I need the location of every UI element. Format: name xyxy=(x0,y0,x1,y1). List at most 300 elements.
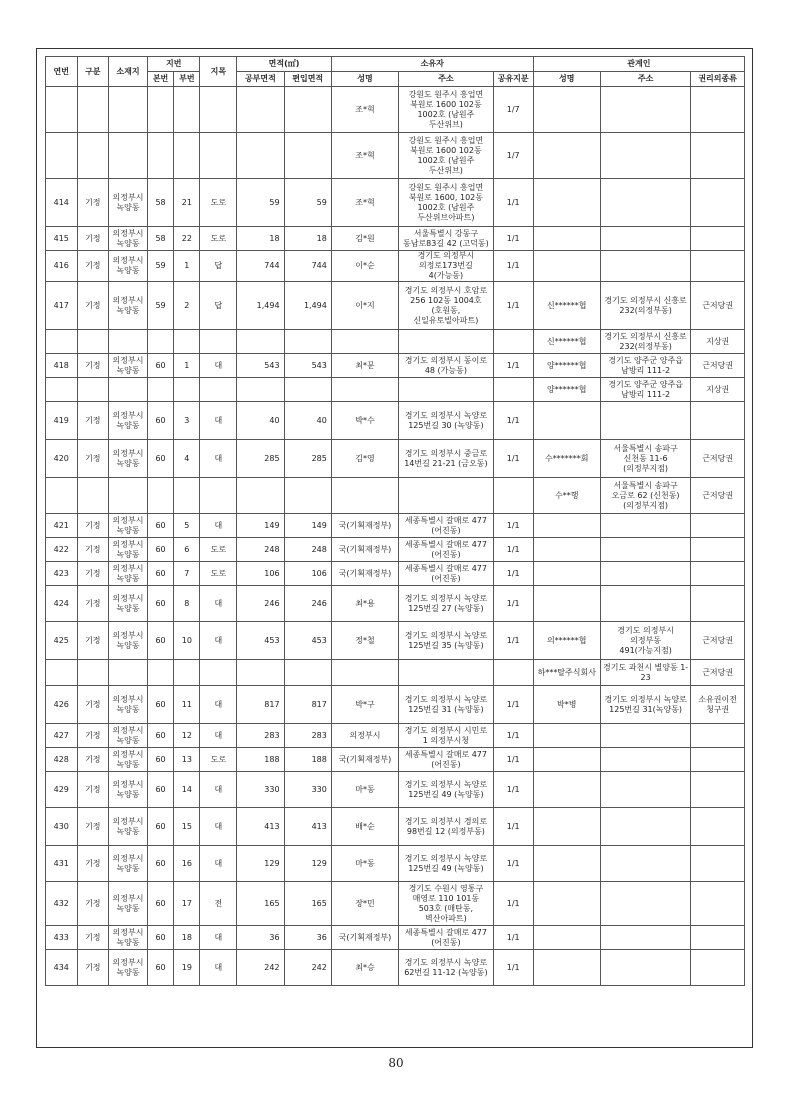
table-row xyxy=(46,514,745,538)
row-jimok: 대 xyxy=(200,772,237,808)
row-right-type xyxy=(691,950,745,986)
row-bonbeon: 60 xyxy=(147,354,173,378)
row-bonbeon: 60 xyxy=(147,586,173,622)
row-location: 의정부시 녹양동 xyxy=(109,538,148,562)
row-related-address xyxy=(600,586,690,622)
row-bubeon: 21 xyxy=(174,179,200,227)
row-right-type: 근저당권 xyxy=(691,282,745,330)
row-location: 의정부시 녹양동 xyxy=(109,514,148,538)
row-bonbeon: 60 xyxy=(147,440,173,478)
row-owner-name: 국(기획재정부) xyxy=(331,562,398,586)
row-related-address xyxy=(600,179,690,227)
row-gongbu-area: 817 xyxy=(237,686,284,724)
row-right-type xyxy=(691,586,745,622)
row-number: 417 xyxy=(46,282,78,330)
row-related-name xyxy=(533,748,600,772)
row-pyeonip-area: 188 xyxy=(284,748,331,772)
row-right-type: 근저당권 xyxy=(691,478,745,514)
row-number: 426 xyxy=(46,686,78,724)
row-gongbu-area: 413 xyxy=(237,808,284,846)
row-share: 1/1 xyxy=(493,926,533,950)
row-related-address xyxy=(600,882,690,926)
row-right-type xyxy=(691,724,745,748)
row-pyeonip-area: 40 xyxy=(284,402,331,440)
row-jimok: 대 xyxy=(200,514,237,538)
row-related-name xyxy=(533,772,600,808)
row-pyeonip-area: 149 xyxy=(284,514,331,538)
row-location xyxy=(109,330,148,354)
row-pyeonip-area: 543 xyxy=(284,354,331,378)
row-owner-name: 조*혁 xyxy=(331,179,398,227)
land-owner-table xyxy=(45,56,745,986)
col-header-share: 공유지분 xyxy=(493,72,533,87)
row-owner-name: 마*동 xyxy=(331,846,398,882)
row-share: 1/1 xyxy=(493,514,533,538)
row-share: 1/1 xyxy=(493,748,533,772)
row-owner-name xyxy=(331,330,398,354)
row-share: 1/1 xyxy=(493,950,533,986)
row-gubun: 기정 xyxy=(77,179,109,227)
row-related-name xyxy=(533,87,600,133)
row-owner-name xyxy=(331,378,398,402)
row-bubeon: 10 xyxy=(174,622,200,660)
row-right-type xyxy=(691,882,745,926)
row-jimok: 대 xyxy=(200,354,237,378)
table-row xyxy=(46,586,745,622)
row-location: 의정부시 녹양동 xyxy=(109,686,148,724)
row-related-name: 수**행 xyxy=(533,478,600,514)
table-row xyxy=(46,926,745,950)
row-gongbu-area: 149 xyxy=(237,514,284,538)
table-row xyxy=(46,808,745,846)
row-gubun: 기정 xyxy=(77,402,109,440)
row-owner-address: 경기도 수원시 영통구 매영로 110 101동 503호 (매탄동,벽산아파트) xyxy=(399,882,494,926)
row-jimok: 대 xyxy=(200,950,237,986)
col-header-related-address: 주소 xyxy=(600,72,690,87)
row-right-type xyxy=(691,227,745,251)
row-bubeon: 8 xyxy=(174,586,200,622)
row-gongbu-area: 744 xyxy=(237,251,284,282)
row-share: 1/1 xyxy=(493,846,533,882)
row-pyeonip-area xyxy=(284,378,331,402)
row-number xyxy=(46,478,78,514)
row-number: 425 xyxy=(46,622,78,660)
row-owner-name: 최*용 xyxy=(331,586,398,622)
row-bonbeon: 60 xyxy=(147,622,173,660)
row-gubun: 기정 xyxy=(77,227,109,251)
row-related-name xyxy=(533,882,600,926)
row-gongbu-area: 330 xyxy=(237,772,284,808)
row-owner-name: 이*지 xyxy=(331,282,398,330)
row-related-address: 경기도 의정부시 녹양로 125번길 31(녹양동) xyxy=(600,686,690,724)
row-related-name: 의******협 xyxy=(533,622,600,660)
row-share: 1/1 xyxy=(493,538,533,562)
row-bubeon: 7 xyxy=(174,562,200,586)
row-owner-name: 국(기획재정부) xyxy=(331,748,398,772)
row-number: 427 xyxy=(46,724,78,748)
row-location xyxy=(109,133,148,179)
row-owner-address xyxy=(399,478,494,514)
row-right-type: 지상권 xyxy=(691,378,745,402)
col-header-jibeon: 지번 xyxy=(147,57,200,72)
row-bonbeon xyxy=(147,478,173,514)
table-row xyxy=(46,622,745,660)
row-jimok: 대 xyxy=(200,686,237,724)
row-right-type xyxy=(691,87,745,133)
row-owner-address: 강원도 원주시 흥업면 북원로 1600, 102동 1002호 (남원주 두산위브아파트) xyxy=(399,179,494,227)
col-header-owner-address: 주소 xyxy=(399,72,494,87)
row-gubun: 기정 xyxy=(77,440,109,478)
table-row xyxy=(46,227,745,251)
row-bubeon: 14 xyxy=(174,772,200,808)
col-header-area: 면적(㎡) xyxy=(237,57,332,72)
row-gongbu-area xyxy=(237,478,284,514)
row-related-address: 경기도 과천시 별양동 1-23 xyxy=(600,660,690,686)
table-row xyxy=(46,950,745,986)
row-bubeon: 2 xyxy=(174,282,200,330)
row-owner-name: 최*문 xyxy=(331,354,398,378)
row-pyeonip-area: 242 xyxy=(284,950,331,986)
row-related-address xyxy=(600,772,690,808)
row-bubeon xyxy=(174,133,200,179)
row-gongbu-area xyxy=(237,330,284,354)
table-row xyxy=(46,87,745,133)
row-jimok: 답 xyxy=(200,282,237,330)
row-share xyxy=(493,378,533,402)
row-related-name xyxy=(533,251,600,282)
row-owner-address: 강원도 원주시 흥업면 북원로 1600 102동 1002호 (남원주 두산위브) xyxy=(399,87,494,133)
row-owner-name: 국(기획재정부) xyxy=(331,926,398,950)
row-number xyxy=(46,330,78,354)
row-owner-name: 조*혁 xyxy=(331,133,398,179)
row-number xyxy=(46,378,78,402)
row-bonbeon: 60 xyxy=(147,402,173,440)
row-gubun: 기정 xyxy=(77,251,109,282)
row-gongbu-area: 188 xyxy=(237,748,284,772)
row-related-address: 경기도 양주군 양주읍 남방리 111-2 xyxy=(600,378,690,402)
table-row xyxy=(46,179,745,227)
row-location: 의정부시 녹양동 xyxy=(109,622,148,660)
row-owner-name: 장*민 xyxy=(331,882,398,926)
row-share: 1/1 xyxy=(493,724,533,748)
row-owner-name: 이*순 xyxy=(331,251,398,282)
row-related-name: 신******협 xyxy=(533,282,600,330)
row-jimok: 대 xyxy=(200,440,237,478)
row-right-type xyxy=(691,846,745,882)
row-jimok xyxy=(200,133,237,179)
row-related-address: 경기도 의정부시 신흥로 232(의정부동) xyxy=(600,282,690,330)
row-pyeonip-area: 1,494 xyxy=(284,282,331,330)
row-gongbu-area xyxy=(237,133,284,179)
row-pyeonip-area: 129 xyxy=(284,846,331,882)
row-gubun: 기정 xyxy=(77,748,109,772)
row-right-type: 근저당권 xyxy=(691,622,745,660)
row-number: 415 xyxy=(46,227,78,251)
row-right-type xyxy=(691,251,745,282)
row-right-type xyxy=(691,926,745,950)
row-owner-name: 김*영 xyxy=(331,440,398,478)
row-bonbeon: 60 xyxy=(147,772,173,808)
row-pyeonip-area: 453 xyxy=(284,622,331,660)
row-related-name xyxy=(533,538,600,562)
row-owner-address: 경기도 의정부시 녹양로 125번길 49 (녹양동) xyxy=(399,772,494,808)
col-header-pyeonip-area: 편입면적 xyxy=(284,72,331,87)
row-right-type xyxy=(691,402,745,440)
table-row xyxy=(46,882,745,926)
row-owner-address: 세종특별시 갈매로 477 (어진동) xyxy=(399,514,494,538)
row-jimok: 도로 xyxy=(200,227,237,251)
row-number: 423 xyxy=(46,562,78,586)
row-owner-name xyxy=(331,478,398,514)
table-row xyxy=(46,660,745,686)
row-owner-name: 박*수 xyxy=(331,402,398,440)
row-bonbeon: 58 xyxy=(147,179,173,227)
row-right-type: 근저당권 xyxy=(691,660,745,686)
row-jimok: 답 xyxy=(200,251,237,282)
row-related-address: 경기도 의정부시 의정부동 491(가능지점) xyxy=(600,622,690,660)
row-owner-name: 정*철 xyxy=(331,622,398,660)
row-bubeon: 18 xyxy=(174,926,200,950)
row-related-address xyxy=(600,846,690,882)
row-bonbeon xyxy=(147,660,173,686)
row-related-address xyxy=(600,926,690,950)
row-location xyxy=(109,660,148,686)
row-share: 1/1 xyxy=(493,882,533,926)
row-number xyxy=(46,87,78,133)
row-gubun xyxy=(77,330,109,354)
row-gubun: 기정 xyxy=(77,686,109,724)
row-pyeonip-area: 165 xyxy=(284,882,331,926)
col-header-related: 관계인 xyxy=(533,57,744,72)
row-location: 의정부시 녹양동 xyxy=(109,562,148,586)
row-owner-name: 박*구 xyxy=(331,686,398,724)
row-number: 424 xyxy=(46,586,78,622)
row-location: 의정부시 녹양동 xyxy=(109,748,148,772)
row-pyeonip-area: 817 xyxy=(284,686,331,724)
row-bonbeon: 60 xyxy=(147,748,173,772)
row-gongbu-area: 248 xyxy=(237,538,284,562)
row-location xyxy=(109,378,148,402)
row-owner-name: 배*순 xyxy=(331,808,398,846)
row-jimok xyxy=(200,660,237,686)
row-gubun: 기정 xyxy=(77,846,109,882)
row-related-name xyxy=(533,846,600,882)
row-pyeonip-area xyxy=(284,87,331,133)
row-gongbu-area: 40 xyxy=(237,402,284,440)
row-share: 1/1 xyxy=(493,772,533,808)
row-share xyxy=(493,660,533,686)
row-share: 1/1 xyxy=(493,562,533,586)
row-related-name: 신******협 xyxy=(533,330,600,354)
row-gubun: 기정 xyxy=(77,926,109,950)
row-location: 의정부시 녹양동 xyxy=(109,227,148,251)
col-header-owner: 소유자 xyxy=(331,57,533,72)
row-related-address: 서울특별시 송파구 오금로 62 (신천동) (의정부지점) xyxy=(600,478,690,514)
row-related-address xyxy=(600,562,690,586)
row-owner-address: 경기도 의정부시 호암로 256 102동 1004호(호원동,신일유토빌아파트) xyxy=(399,282,494,330)
row-gubun xyxy=(77,133,109,179)
col-header-gongbu-area: 공부면적 xyxy=(237,72,284,87)
row-number: 421 xyxy=(46,514,78,538)
row-share: 1/1 xyxy=(493,227,533,251)
row-location: 의정부시 녹양동 xyxy=(109,402,148,440)
row-right-type xyxy=(691,133,745,179)
row-share xyxy=(493,330,533,354)
row-gubun: 기정 xyxy=(77,772,109,808)
row-owner-address: 경기도 의정부시 의정로173번길 4(가능동) xyxy=(399,251,494,282)
row-share: 1/1 xyxy=(493,354,533,378)
row-related-address xyxy=(600,87,690,133)
row-number: 414 xyxy=(46,179,78,227)
row-pyeonip-area: 106 xyxy=(284,562,331,586)
row-jimok xyxy=(200,87,237,133)
row-gubun: 기정 xyxy=(77,950,109,986)
row-bubeon: 19 xyxy=(174,950,200,986)
row-related-address xyxy=(600,950,690,986)
row-owner-name: 국(기획재정부) xyxy=(331,538,398,562)
row-related-name xyxy=(533,179,600,227)
col-header-bubeon: 부번 xyxy=(174,72,200,87)
row-bubeon: 3 xyxy=(174,402,200,440)
row-owner-address: 세종특별시 갈매로 477 (어진동) xyxy=(399,748,494,772)
table-row xyxy=(46,562,745,586)
row-jimok: 대 xyxy=(200,622,237,660)
table-row xyxy=(46,251,745,282)
row-gongbu-area: 106 xyxy=(237,562,284,586)
row-bonbeon: 59 xyxy=(147,282,173,330)
row-right-type xyxy=(691,562,745,586)
row-bonbeon: 60 xyxy=(147,926,173,950)
row-right-type xyxy=(691,808,745,846)
row-gongbu-area: 543 xyxy=(237,354,284,378)
row-location xyxy=(109,87,148,133)
row-right-type: 근저당권 xyxy=(691,354,745,378)
row-owner-address: 경기도 의정부시 시민로 1 의정부시청 xyxy=(399,724,494,748)
row-location: 의정부시 녹양동 xyxy=(109,926,148,950)
table-row xyxy=(46,724,745,748)
row-bonbeon xyxy=(147,87,173,133)
row-right-type xyxy=(691,514,745,538)
row-bonbeon: 60 xyxy=(147,808,173,846)
row-share: 1/1 xyxy=(493,686,533,724)
row-owner-address: 경기도 의정부시 중금로 14번길 21-21 (금오동) xyxy=(399,440,494,478)
row-related-name: 수*******회 xyxy=(533,440,600,478)
row-related-name xyxy=(533,926,600,950)
page-number: 80 xyxy=(388,1056,404,1070)
row-number: 419 xyxy=(46,402,78,440)
row-bubeon xyxy=(174,378,200,402)
row-gubun: 기정 xyxy=(77,586,109,622)
row-owner-address: 경기도 의정부시 녹양로 125번길 35 (녹양동) xyxy=(399,622,494,660)
table-row xyxy=(46,846,745,882)
row-bubeon: 15 xyxy=(174,808,200,846)
row-location: 의정부시 녹양동 xyxy=(109,882,148,926)
row-gongbu-area: 1,494 xyxy=(237,282,284,330)
row-right-type xyxy=(691,748,745,772)
row-pyeonip-area: 18 xyxy=(284,227,331,251)
row-jimok: 대 xyxy=(200,846,237,882)
col-header-bonbeon: 본번 xyxy=(147,72,173,87)
row-bonbeon: 60 xyxy=(147,724,173,748)
row-gongbu-area: 165 xyxy=(237,882,284,926)
row-owner-name: 김*원 xyxy=(331,227,398,251)
row-bubeon: 11 xyxy=(174,686,200,724)
row-share: 1/1 xyxy=(493,622,533,660)
row-related-address: 서울특별시 송파구 신천동 11-6 (의정부지점) xyxy=(600,440,690,478)
row-bonbeon: 60 xyxy=(147,562,173,586)
row-bonbeon xyxy=(147,330,173,354)
row-pyeonip-area: 330 xyxy=(284,772,331,808)
row-related-name: 양******협 xyxy=(533,378,600,402)
row-number: 432 xyxy=(46,882,78,926)
row-number: 420 xyxy=(46,440,78,478)
row-bubeon: 16 xyxy=(174,846,200,882)
row-jimok: 도로 xyxy=(200,179,237,227)
row-owner-address: 경기도 의정부시 경의로 98번길 12 (의정부동) xyxy=(399,808,494,846)
row-gubun xyxy=(77,378,109,402)
row-pyeonip-area: 285 xyxy=(284,440,331,478)
row-gongbu-area: 36 xyxy=(237,926,284,950)
row-number: 433 xyxy=(46,926,78,950)
row-gubun: 기정 xyxy=(77,282,109,330)
row-bonbeon: 60 xyxy=(147,882,173,926)
row-location: 의정부시 녹양동 xyxy=(109,724,148,748)
row-bubeon: 5 xyxy=(174,514,200,538)
table-row xyxy=(46,282,745,330)
row-gubun: 기정 xyxy=(77,808,109,846)
row-owner-name: 국(기획재정부) xyxy=(331,514,398,538)
row-jimok xyxy=(200,478,237,514)
row-bonbeon: 58 xyxy=(147,227,173,251)
row-owner-name: 마*동 xyxy=(331,772,398,808)
row-gongbu-area: 129 xyxy=(237,846,284,882)
row-pyeonip-area: 36 xyxy=(284,926,331,950)
row-gubun: 기정 xyxy=(77,514,109,538)
row-number xyxy=(46,660,78,686)
row-related-address xyxy=(600,538,690,562)
row-gubun: 기정 xyxy=(77,622,109,660)
col-header-right-type: 권리의종류 xyxy=(691,72,745,87)
row-share: 1/1 xyxy=(493,440,533,478)
row-gubun: 기정 xyxy=(77,882,109,926)
row-location: 의정부시 녹양동 xyxy=(109,846,148,882)
row-owner-address: 서울특별시 강동구 동남로83길 42 (고덕동) xyxy=(399,227,494,251)
table-row xyxy=(46,378,745,402)
row-location: 의정부시 녹양동 xyxy=(109,440,148,478)
row-pyeonip-area: 744 xyxy=(284,251,331,282)
row-owner-name: 조*혁 xyxy=(331,87,398,133)
row-related-address xyxy=(600,748,690,772)
row-bubeon xyxy=(174,87,200,133)
row-owner-name xyxy=(331,660,398,686)
row-bubeon xyxy=(174,660,200,686)
row-bonbeon xyxy=(147,133,173,179)
row-number: 429 xyxy=(46,772,78,808)
row-related-address: 경기도 양주군 양주읍 남방리 111-2 xyxy=(600,354,690,378)
col-header-owner-name: 성명 xyxy=(331,72,398,87)
row-related-name xyxy=(533,514,600,538)
row-share: 1/7 xyxy=(493,133,533,179)
table-row xyxy=(46,330,745,354)
row-gubun: 기정 xyxy=(77,354,109,378)
row-right-type: 근저당권 xyxy=(691,440,745,478)
row-bonbeon: 60 xyxy=(147,686,173,724)
row-pyeonip-area: 59 xyxy=(284,179,331,227)
table-row xyxy=(46,772,745,808)
row-related-name: 박*병 xyxy=(533,686,600,724)
row-owner-address: 경기도 의정부시 녹양로 125번길 31 (녹양동) xyxy=(399,686,494,724)
row-pyeonip-area: 246 xyxy=(284,586,331,622)
